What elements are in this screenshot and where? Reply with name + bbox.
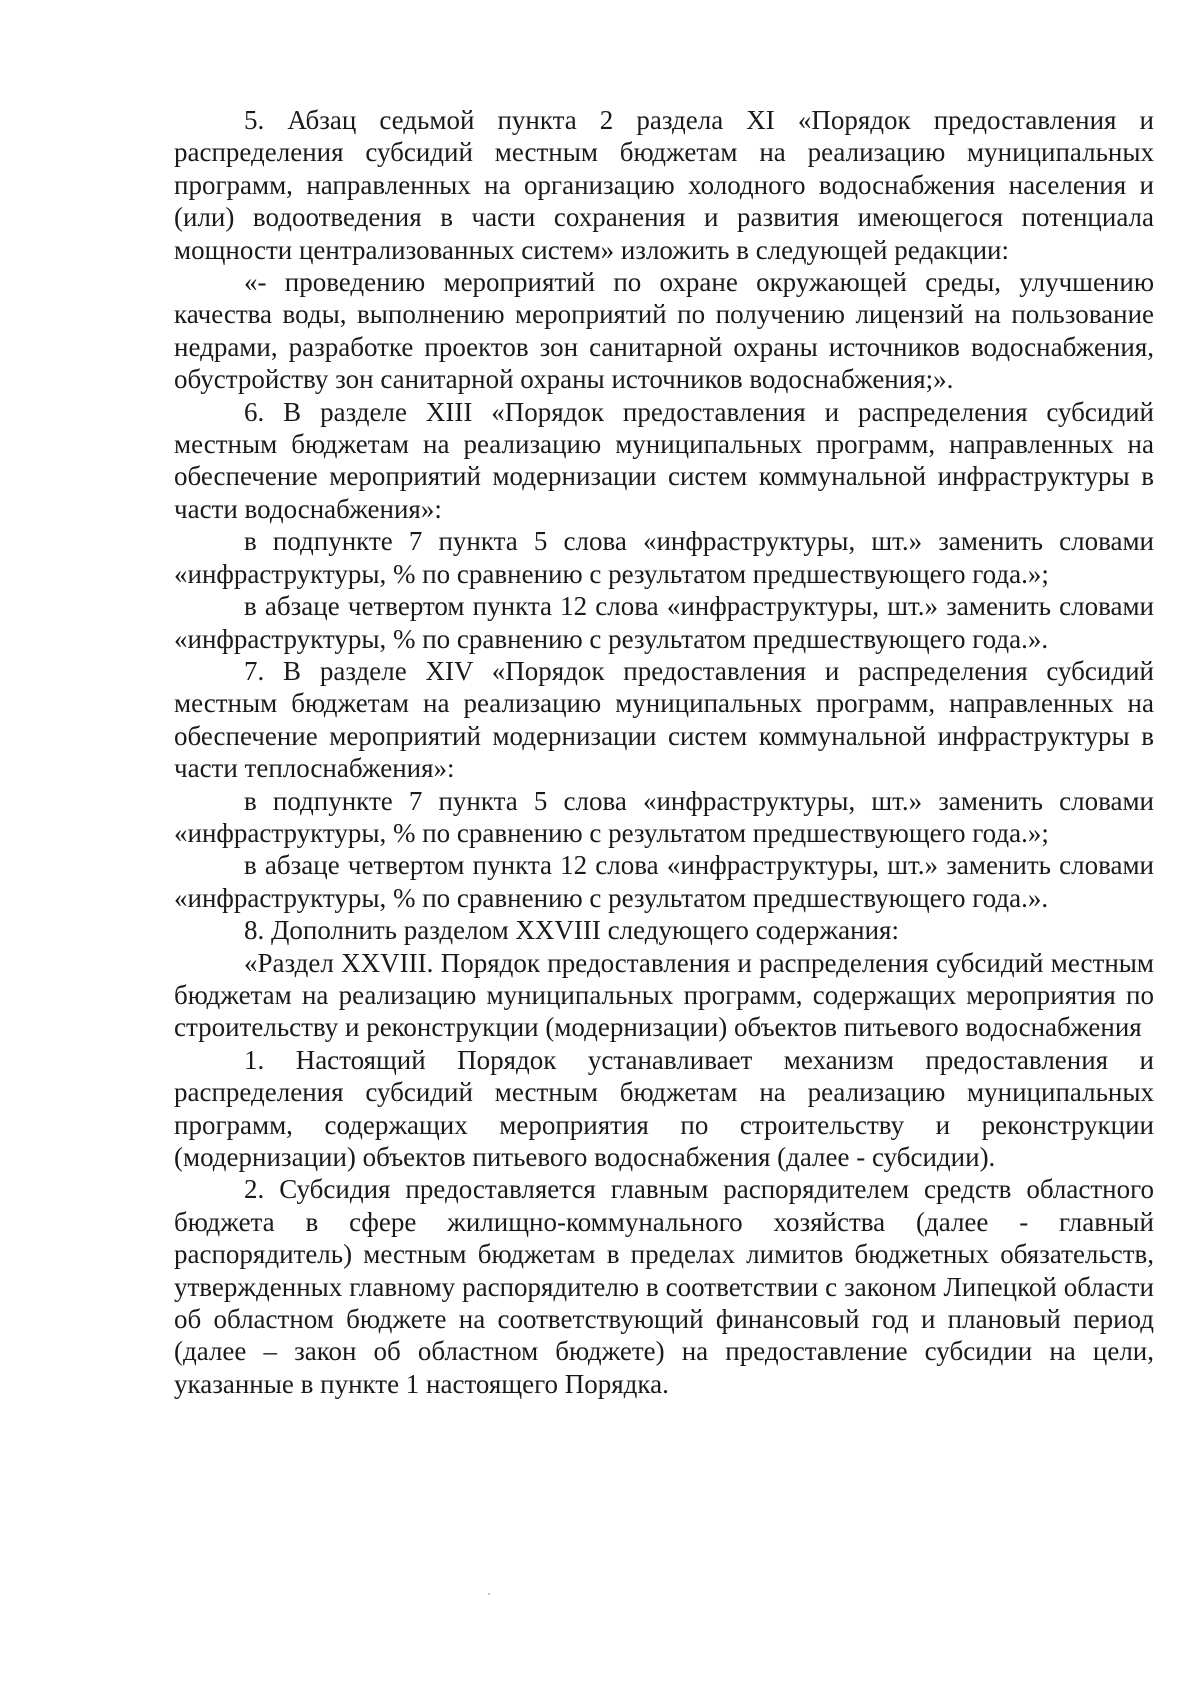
paragraph-item-7: 7. В разделе XIV «Порядок предоставления и распределения субсидий местным бюджетам на реализацию муниципальных программ, направленных на обеспечение мероприятий модернизации систем коммунальной инфраструктуры в части теплоснабжения»:	[174, 655, 1154, 784]
paragraph-quoted-measures: «- проведению мероприятий по охране окружающей среды, улучшению качества воды, выполнению мероприятий по получению лицензий на пользование недрами, разработке проектов зон санитарной охраны источников водоснабжения, обустройству зон санитарной охраны источников водоснабжения;».	[174, 267, 1154, 395]
paragraph-item-8: 8. Дополнить разделом XXVIII следующего содержания:	[244, 915, 899, 946]
document-body	[174, 104, 1154, 1400]
paragraph-item-7-point-12: в абзаце четвертом пункта 12 слова «инфраструктуры, шт.» заменить словами «инфраструктуры, % по сравнению с результатом предшествующего года.».	[174, 850, 1154, 913]
paragraph-item-6: 6. В разделе XIII «Порядок предоставления и распределения субсидий местным бюджетам на реализацию муниципальных программ, направленных на обеспечение мероприятий модернизации систем коммунальной инфраструктуры в части водоснабжения»:	[174, 396, 1154, 524]
paragraph-item-5: 5. Абзац седьмой пункта 2 раздела XI «Порядок предоставления и распределения субсидий местным бюджетам на реализацию муниципальных программ, направленных на организацию холодного водоснабжения населения и (или) водоотведения в части сохранения и развития имеющегося потенциала мощности централизованных систем» изложить в следующей редакции:	[174, 105, 1154, 265]
paragraph-section-xxviii-title: «Раздел XXVIII. Порядок предоставления и распределения субсидий местным бюджетам на реализацию муниципальных программ, содержащих мероприятия по строительству и реконструкции (модернизации) объектов питьевого водоснабжения	[174, 947, 1154, 1043]
paragraph-item-6-subpoint-7: в подпункте 7 пункта 5 слова «инфраструктуры, шт.» заменить словами «инфраструктуры, % по сравнению с результатом предшествующего года.»;	[174, 526, 1154, 589]
paragraph-item-6-point-12: в абзаце четвертом пункта 12 слова «инфраструктуры, шт.» заменить словами «инфраструктуры, % по сравнению с результатом предшествующего года.».	[174, 591, 1154, 654]
paragraph-section-xxviii-point-1: 1. Настоящий Порядок устанавливает механизм предоставления и распределения субсидий местным бюджетам на реализацию муниципальных программ, содержащих мероприятия по строительству и реконструкции (модернизации) объектов питьевого водоснабжения (далее - субсидии).	[174, 1044, 1154, 1172]
paragraph-item-7-subpoint-7: в подпункте 7 пункта 5 слова «инфраструктуры, шт.» заменить словами «инфраструктуры, % по сравнению с результатом предшествующего года.»;	[174, 785, 1154, 848]
scan-artifact	[488, 1593, 490, 1595]
paragraph-section-xxviii-point-2: 2. Субсидия предоставляется главным распорядителем средств областного бюджета в сфере жилищно-коммунального хозяйства (далее - главный распорядитель) местным бюджетам в пределах лимитов бюджетных обязательств, утвержденных главному распорядителю в соответствии с законом Липецкой области об областном бюджете на соответствующий финансовый год и плановый период (далее – закон об областном бюджете) на предоставление субсидии на цели, указанные в пункте 1 настоящего Порядка.	[174, 1174, 1154, 1399]
